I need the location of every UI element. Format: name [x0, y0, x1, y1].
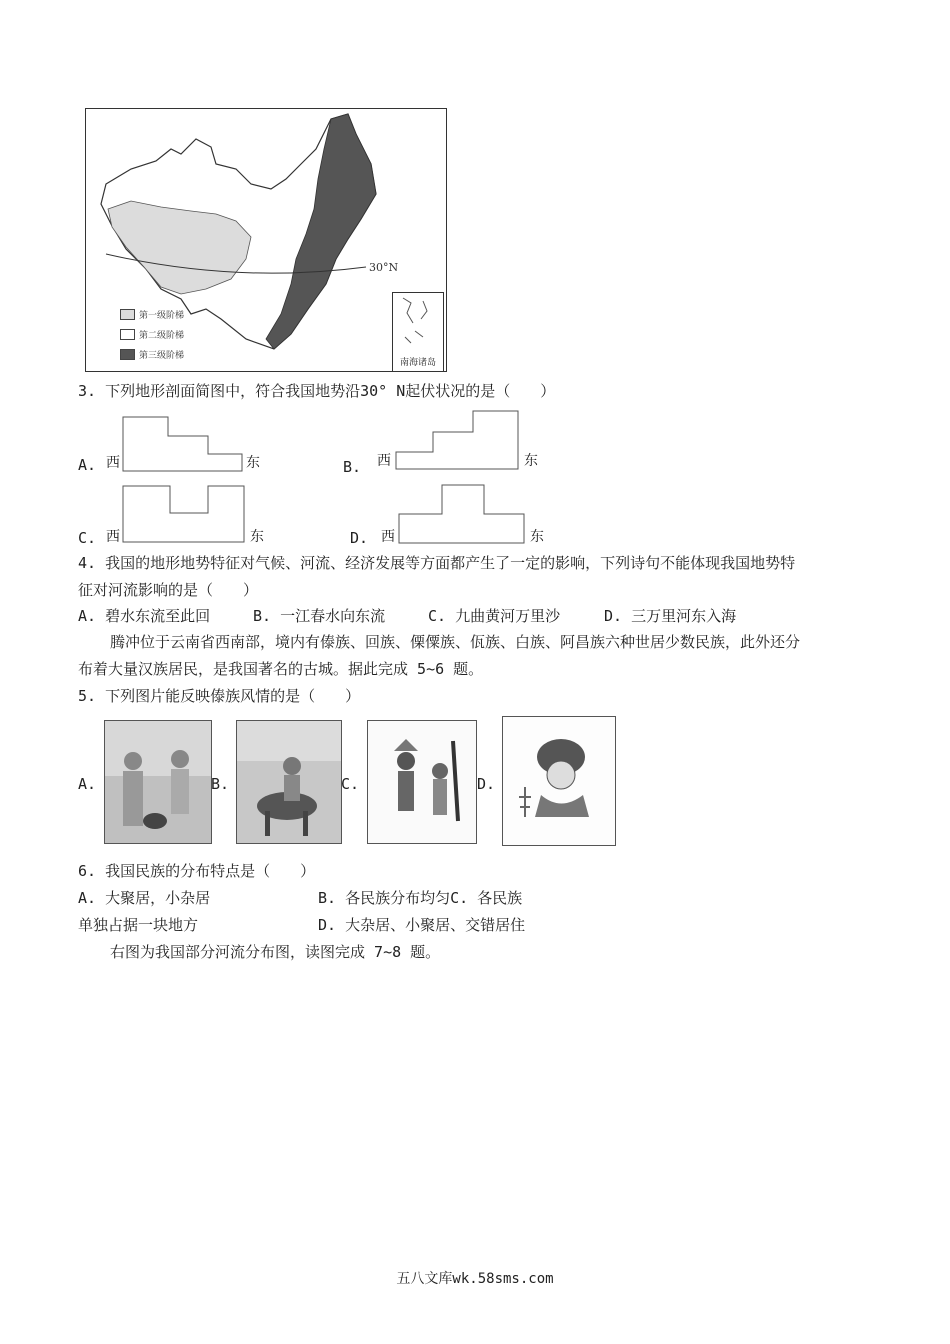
q3-a-east: 东	[246, 455, 260, 471]
q6-option-d[interactable]: D. 大杂居、小聚居、交错居住	[318, 916, 526, 934]
q6-option-a[interactable]: A. 大聚居，小杂居	[78, 889, 211, 907]
q3-option-c[interactable]: C.	[78, 529, 97, 547]
q3-d-profile	[398, 484, 526, 544]
south-sea-inset	[392, 292, 444, 372]
q4-option-b[interactable]: B. 一江春水向东流	[253, 607, 386, 625]
intro-q7-8: 右图为我国部分河流分布图，读图完成 7~8 题。	[110, 943, 441, 961]
q3-a-west: 西	[106, 455, 120, 471]
q6-option-c-cont[interactable]: 单独占据一块地方	[78, 916, 199, 934]
q3-stem: 3. 下列地形剖面简图中，符合我国地势沿30° N起伏状况的是（ ）	[78, 382, 556, 400]
dancers-illustration	[368, 721, 476, 843]
q3-b-profile	[395, 410, 520, 470]
q5-stem: 5. 下列图片能反映傣族风情的是（ ）	[78, 687, 361, 705]
q3-a-profile	[122, 416, 244, 472]
q3-d-east: 东	[530, 529, 544, 545]
legend-label-first: 第一级阶梯	[139, 311, 185, 321]
q4-stem-line1: 4. 我国的地形地势特征对气候、河流、经济发展等方面都产生了一定的影响，下列诗句不能体现我国地势特	[78, 554, 796, 572]
q3-b-east: 东	[524, 453, 538, 469]
passage-line2: 布着大量汉族居民，是我国著名的古城。据此完成 5~6 题。	[78, 660, 484, 678]
q5-option-a[interactable]: A.	[78, 775, 97, 793]
q3-option-b[interactable]: B.	[343, 458, 362, 476]
q5-option-b[interactable]: B.	[211, 775, 230, 793]
legend-swatch-first	[120, 309, 135, 320]
inset-islands-svg	[393, 293, 443, 353]
q3-c-east: 东	[250, 529, 264, 545]
legend-swatch-second	[120, 329, 135, 340]
q3-c-west: 西	[106, 529, 120, 545]
q5-picture-a	[104, 720, 212, 844]
passage-line1: 腾冲位于云南省西南部，境内有傣族、回族、傈僳族、佤族、白族、阿昌族六种世居少数民族，此外还分	[110, 633, 801, 651]
q5-picture-c	[367, 720, 477, 844]
q6-stem: 6. 我国民族的分布特点是（ ）	[78, 862, 316, 880]
inset-label: 南海诸岛	[399, 358, 436, 368]
horse-rider-illustration	[237, 721, 341, 843]
q3-option-d[interactable]: D.	[350, 529, 369, 547]
q3-b-west: 西	[377, 453, 391, 469]
legend-label-second: 第二级阶梯	[139, 331, 185, 341]
q4-option-d[interactable]: D. 三万里河东入海	[604, 607, 737, 625]
q4-option-c[interactable]: C. 九曲黄河万里沙	[428, 607, 561, 625]
q3-d-west: 西	[381, 529, 395, 545]
legend-label-third: 第三级阶梯	[139, 351, 185, 361]
q4-stem-line2: 征对河流影响的是（ ）	[78, 581, 259, 599]
legend-swatch-third	[120, 349, 135, 360]
portrait-illustration	[503, 717, 615, 845]
q5-picture-b	[236, 720, 342, 844]
q5-option-c[interactable]: C.	[341, 775, 360, 793]
latitude-label: 30°N	[369, 261, 399, 274]
q4-option-a[interactable]: A. 碧水东流至此回	[78, 607, 211, 625]
q5-picture-d	[502, 716, 616, 846]
q3-option-a[interactable]: A.	[78, 456, 97, 474]
q3-c-profile	[122, 485, 246, 543]
footer-watermark: 五八文库wk.58sms.com	[396, 1271, 554, 1287]
q5-option-d[interactable]: D.	[477, 775, 496, 793]
dai-scene-illustration	[105, 721, 211, 843]
q6-option-b-c[interactable]: B. 各民族分布均匀C. 各民族	[318, 889, 523, 907]
